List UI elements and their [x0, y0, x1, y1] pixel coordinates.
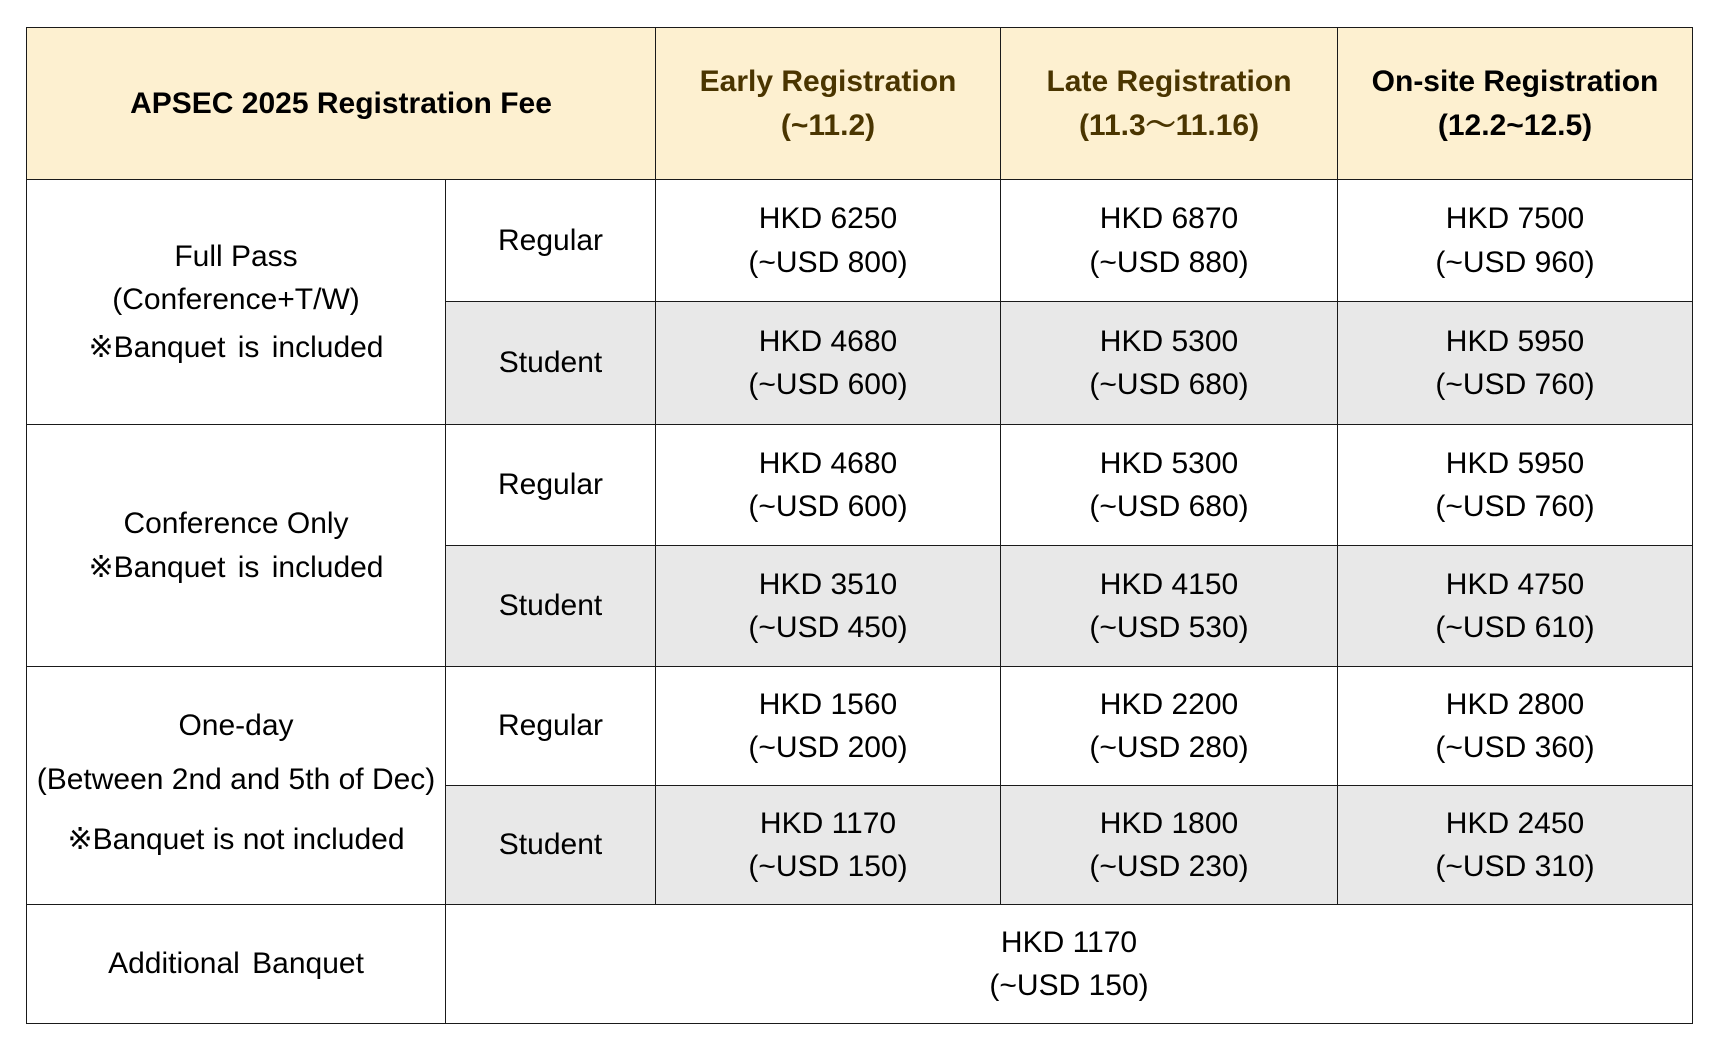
fee-usd: (~USD 360) [1435, 731, 1595, 764]
fee-cell [656, 180, 1001, 302]
fee-hkd: HKD 5300 [1099, 324, 1239, 358]
fee-hkd: HKD 4750 [1445, 567, 1585, 601]
fee-cell [1338, 546, 1693, 667]
header-late-registration [1001, 28, 1338, 180]
fee-cell [1001, 546, 1338, 667]
registration-fee-table [26, 27, 1693, 1024]
fee-usd: (~USD 960) [1435, 245, 1595, 279]
fee-hkd: HKD 2450 [1445, 806, 1585, 840]
fee-cell [1001, 425, 1338, 546]
type-student: Student [446, 302, 656, 425]
fee-cell [656, 786, 1001, 905]
fee-cell [1338, 180, 1693, 302]
fee-usd: (~USD 800) [748, 245, 908, 279]
fee-usd: (~USD 450) [748, 611, 908, 644]
fee-usd: (~USD 200) [748, 731, 908, 764]
fee-hkd: HKD 4150 [1099, 567, 1239, 601]
header-onsite-name: On-site Registration [1371, 65, 1659, 98]
type-student: Student [446, 786, 656, 905]
fee-usd: (~USD 600) [748, 490, 908, 523]
fee-cell [656, 302, 1001, 425]
fee-hkd: HKD 6250 [758, 202, 898, 235]
category-note: ※Banquet is included [88, 330, 384, 364]
header-early-registration [656, 28, 1001, 180]
fee-hkd: HKD 1560 [758, 687, 898, 721]
fee-cell [656, 425, 1001, 546]
fee-cell [1338, 786, 1693, 905]
type-regular: Regular [446, 180, 656, 302]
header-late-name: Late Registration [1046, 65, 1292, 98]
header-early-period: (~11.2) [780, 108, 876, 142]
fee-cell [656, 667, 1001, 786]
category-line: (Conference+T/W) [112, 283, 360, 317]
fee-usd: (~USD 680) [1089, 368, 1249, 401]
type-student: Student [446, 546, 656, 667]
table-row [27, 425, 1693, 546]
table-row [27, 905, 1693, 1024]
fee-hkd: HKD 6870 [1099, 202, 1239, 235]
fee-usd: (~USD 610) [1435, 611, 1595, 644]
fee-hkd: HKD 5300 [1099, 446, 1239, 480]
table-title: APSEC 2025 Registration Fee [27, 28, 656, 180]
fee-cell [656, 546, 1001, 667]
header-late-period: (11.3～11.16) [1078, 108, 1260, 142]
additional-banquet-fee [446, 905, 1693, 1024]
fee-usd: (~USD 150) [748, 850, 908, 883]
fee-cell [1001, 180, 1338, 302]
fee-cell [1001, 786, 1338, 905]
category-line: Full Pass [174, 239, 298, 273]
fee-usd: (~USD 530) [1089, 611, 1249, 644]
category-note: ※Banquet is not included [67, 822, 405, 856]
fee-cell [1001, 302, 1338, 425]
fee-usd: (~USD 880) [1089, 245, 1249, 279]
fee-usd: (~USD 680) [1089, 490, 1249, 523]
additional-banquet-label: Additional Banquet [27, 905, 446, 1024]
type-regular: Regular [446, 667, 656, 786]
fee-hkd: HKD 2800 [1445, 687, 1585, 721]
table-row [27, 667, 1693, 786]
table-row [27, 180, 1693, 302]
category-full-pass [27, 180, 446, 425]
fee-hkd: HKD 5950 [1445, 446, 1585, 480]
category-conference-only [27, 425, 446, 667]
fee-cell [1001, 667, 1338, 786]
category-one-day [27, 667, 446, 905]
fee-cell [1338, 425, 1693, 546]
header-onsite-registration [1338, 28, 1693, 180]
fee-usd: (~USD 760) [1435, 490, 1595, 523]
header-onsite-period: (12.2~12.5) [1437, 108, 1593, 142]
type-regular: Regular [446, 425, 656, 546]
fee-cell [1338, 667, 1693, 786]
fee-hkd: HKD 3510 [758, 567, 898, 601]
fee-hkd: HKD 4680 [758, 446, 898, 480]
header-early-name: Early Registration [699, 65, 957, 98]
category-line: One-day [178, 709, 294, 743]
category-note: ※Banquet is included [88, 550, 384, 584]
fee-usd: (~USD 150) [989, 969, 1149, 1002]
category-line: (Between 2nd and 5th of Dec) [36, 763, 436, 797]
fee-hkd: HKD 1800 [1099, 806, 1239, 840]
fee-hkd: HKD 1170 [1000, 925, 1138, 959]
header-row [27, 28, 1693, 180]
fee-usd: (~USD 310) [1435, 850, 1595, 883]
fee-hkd: HKD 2200 [1099, 687, 1239, 721]
fee-usd: (~USD 230) [1089, 850, 1249, 883]
fee-usd: (~USD 600) [748, 368, 908, 401]
fee-usd: (~USD 280) [1089, 731, 1249, 764]
fee-cell [1338, 302, 1693, 425]
fee-hkd: HKD 5950 [1445, 324, 1585, 358]
fee-hkd: HKD 4680 [758, 324, 898, 358]
fee-usd: (~USD 760) [1435, 368, 1595, 401]
fee-hkd: HKD 7500 [1445, 202, 1585, 235]
fee-hkd: HKD 1170 [759, 806, 897, 840]
category-line: Conference Only [123, 507, 349, 540]
